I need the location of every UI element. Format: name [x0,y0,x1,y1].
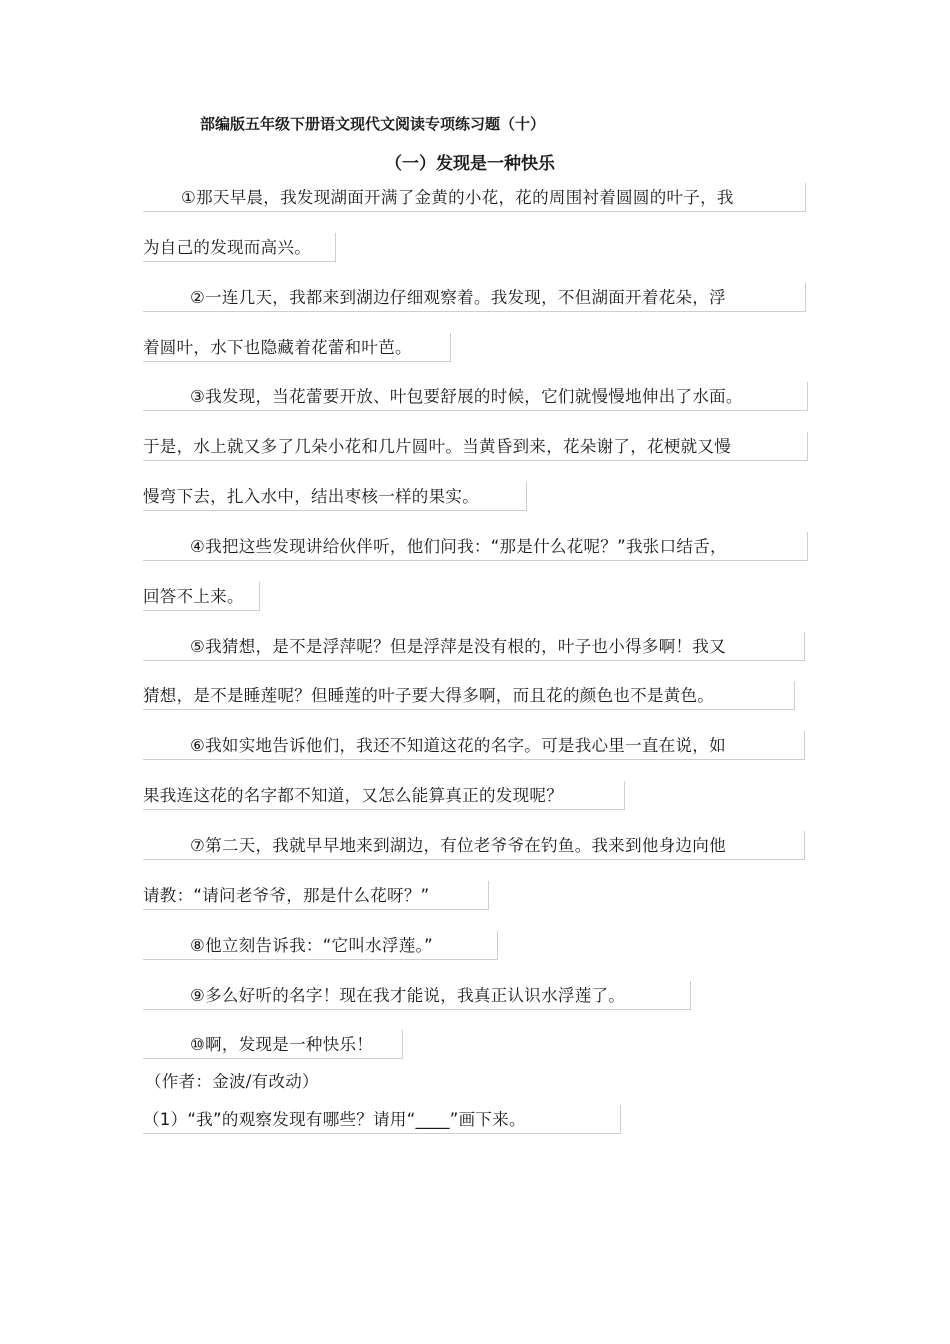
paragraph-line: ②一连几天，我都来到湖边仔细观察着。我发现，不但湖面开着花朵，浮 [143,283,806,312]
paragraph-line: ⑦第二天，我就早早地来到湖边，有位老爷爷在钓鱼。我来到他身边向他 [143,831,805,860]
author-credit: （作者：金波/有改动） [145,1072,319,1091]
paragraph-line: 请教：“请问老爷爷，那是什么花呀？” [143,881,489,910]
paragraph-line: 回答不上来。 [143,582,260,611]
question-1: （1）“我”的观察发现有哪些？请用“____”画下来。 [143,1105,621,1134]
paragraph-line: 猜想，是不是睡莲呢？但睡莲的叶子要大得多啊，而且花的颜色也不是黄色。 [143,681,795,710]
paragraph-line: ⑥我如实地告诉他们，我还不知道这花的名字。可是我心里一直在说，如 [143,731,805,760]
paragraph-line: ⑨多么好听的名字！现在我才能说，我真正认识水浮莲了。 [143,981,691,1010]
paragraph-line: 着圆叶，水下也隐藏着花蕾和叶芭。 [143,333,451,362]
document-title: 部编版五年级下册语文现代文阅读专项练习题（十） [200,115,546,133]
paragraph-line: ①那天早晨，我发现湖面开满了金黄的小花，花的周围衬着圆圆的叶子，我 [143,183,806,212]
paragraph-line: 于是，水上就又多了几朵小花和几片圆叶。当黄昏到来，花朵谢了，花梗就又慢 [143,432,808,461]
paragraph-line: 为自己的发现而高兴。 [143,233,336,262]
section-title: （一）发现是一种快乐 [385,154,555,174]
paragraph-line: ⑩啊，发现是一种快乐！ [143,1030,403,1059]
paragraph-line: 慢弯下去，扎入水中，结出枣核一样的果实。 [143,482,527,511]
paragraph-line: 果我连这花的名字都不知道，又怎么能算真正的发现呢？ [143,781,625,810]
paragraph-line: ⑤我猜想，是不是浮萍呢？但是浮萍是没有根的，叶子也小得多啊！我又 [143,632,805,661]
paragraph-line: ③我发现，当花蕾要开放、叶包要舒展的时候，它们就慢慢地伸出了水面。 [143,382,808,411]
paragraph-line: ④我把这些发现讲给伙伴听，他们问我：“那是什么花呢？”我张口结舌， [143,532,808,561]
paragraph-line: ⑧他立刻告诉我：“它叫水浮莲。” [143,931,498,960]
